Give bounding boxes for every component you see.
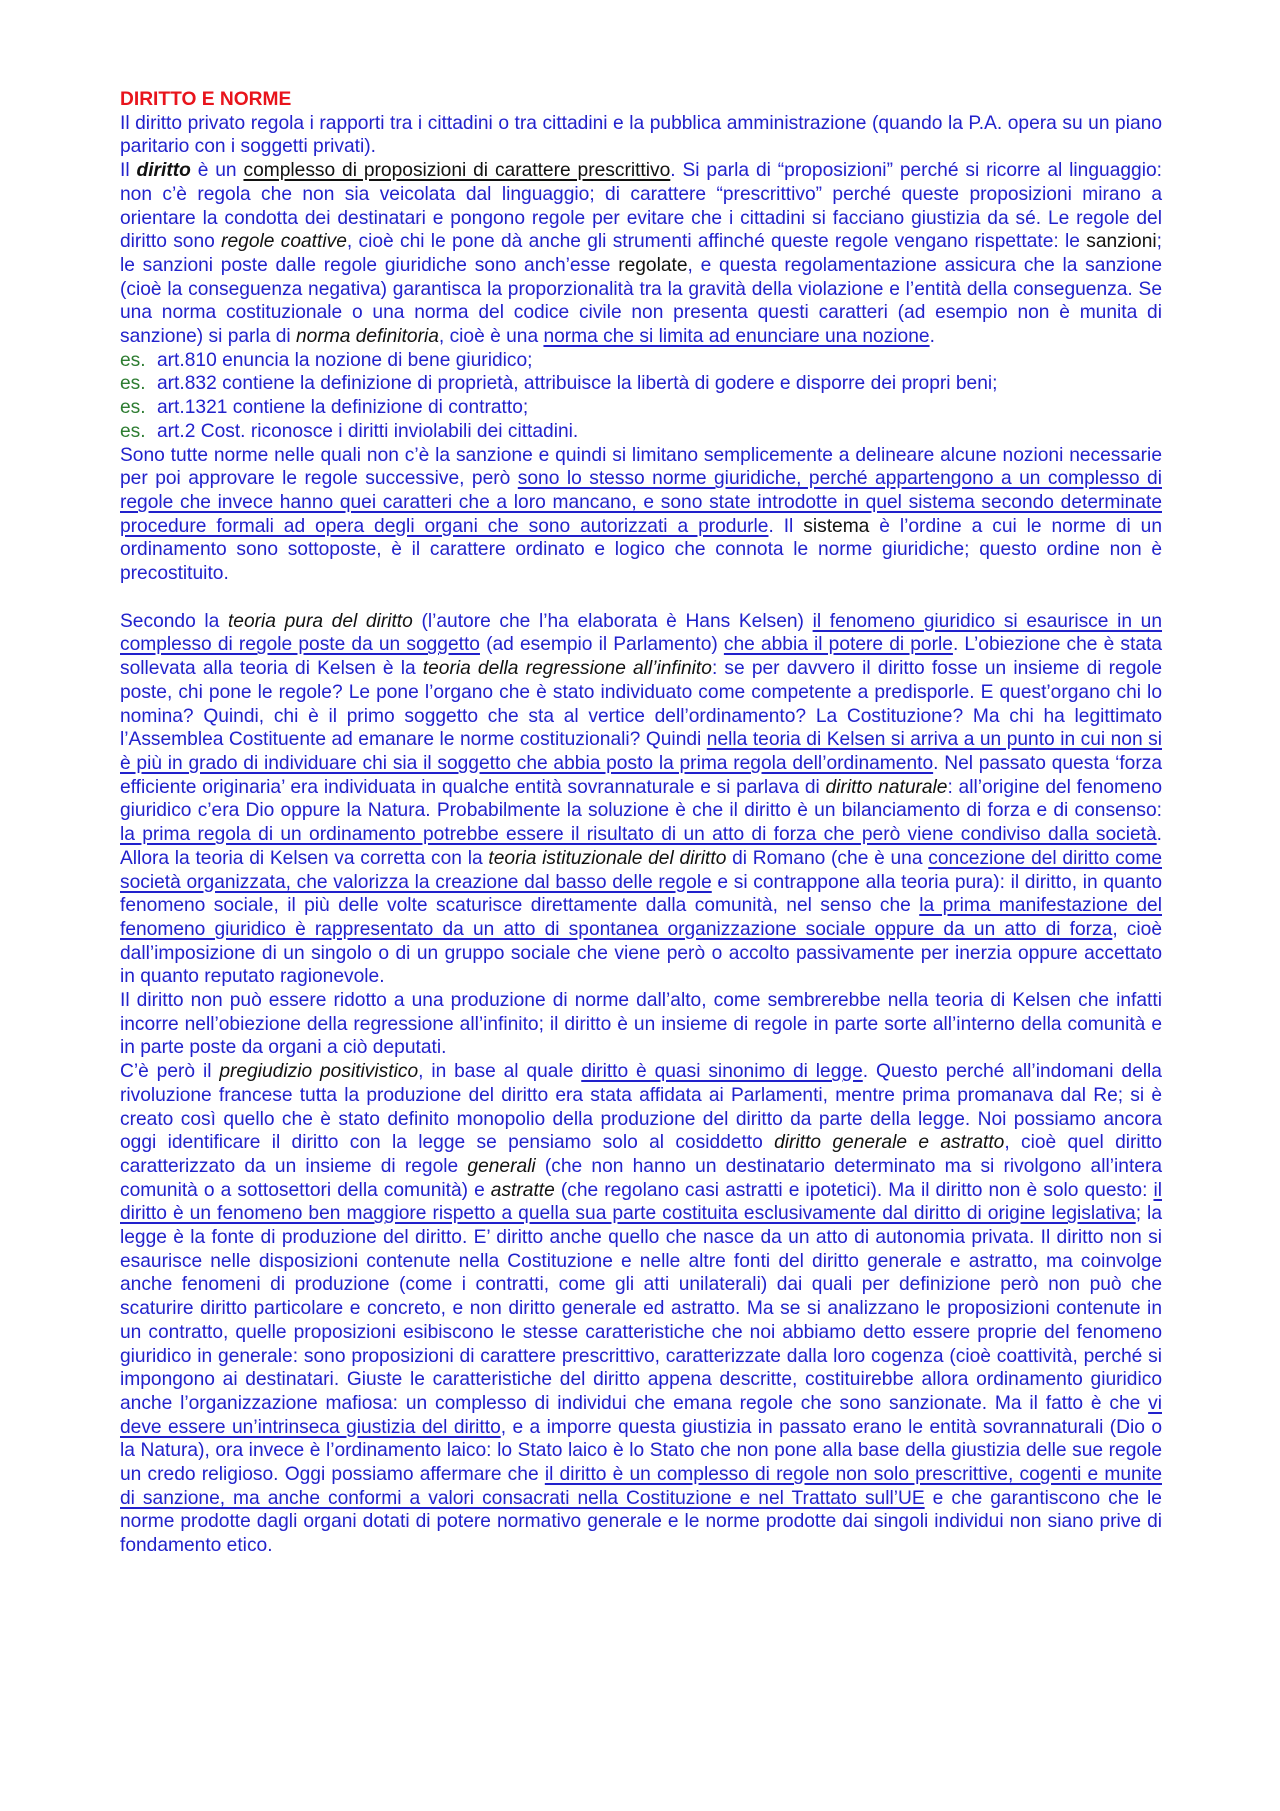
text-run: (ad esempio il Parlamento) (479, 634, 724, 656)
text-run: . Il (768, 515, 804, 537)
paragraph-norme (120, 444, 1162, 586)
text-run: (che non hanno un destinatario determinato ma si rivolgono all’intera comunità o a sottosettori della comunità) e (120, 1155, 1163, 1201)
text-run: Secondo la (120, 610, 228, 632)
example-text: art.2 Cost. riconosce i diritti inviolabili dei cittadini. (157, 420, 579, 442)
text-run: . L’obiezione che è stata sollevata alla teoria di Kelsen è la (120, 634, 1162, 680)
underlined-fenomeno: il fenomeno giuridico si esaurisce in un complesso di regole poste da un soggetto (120, 610, 1163, 656)
examples-list (120, 349, 1162, 444)
underlined-norma-nozione: norma che si limita ad enunciare una nozione (543, 326, 930, 348)
example-text: art.1321 contiene la definizione di contratto; (157, 397, 529, 419)
example-text: art.810 enuncia la nozione di bene giuridico; (157, 349, 533, 371)
text-run: , in base al quale (418, 1061, 582, 1083)
underlined-kelsen: nella teoria di Kelsen si arriva a un punto in cui non si è più in grado di individuare chi sia il soggetto che abbia posto la prima regola dell’ordinamento (120, 729, 1162, 774)
term-astratte: astratte (490, 1179, 555, 1201)
text-run: (che regolano casi astratti e ipotetici). Ma il diritto non è solo questo: (554, 1179, 1154, 1201)
text-run: è un (190, 160, 244, 182)
text-run: (l’autore che l’ha elaborata è Hans Kelsen) (412, 610, 813, 632)
term-generali: generali (467, 1155, 536, 1177)
example-text: art.832 contiene la definizione di proprietà, attribuisce la libertà di godere e disporre dei propri beni; (157, 373, 998, 395)
underlined-fenomeno-maggiore: il diritto è un fenomeno ben maggiore rispetto a quella sua parte costituita esclusivamente dal diritto di origine legislativa (120, 1179, 1162, 1225)
text-run: di Romano (che è una (726, 847, 929, 869)
underlined-concezione: concezione del diritto come società organizzata, che valorizza la creazione dal basso delle regole (120, 847, 1162, 893)
example-item (120, 372, 1162, 396)
text-run: : se per davvero il diritto fosse un insieme di regole poste, chi pone le regole? Le pone l’organo che è stato individuato come competente a predisporle. E quest’organo chi lo nomina? Quindi, chi è il primo soggetto che sta al vertice dell’ordinamento? La Costituzione? Ma chi ha legittimato l’Assemblea Costituente ad emanare le norme costituzionali? Quindi (120, 658, 1162, 751)
example-tag: es. (120, 397, 146, 419)
paragraph-intro: Il diritto privato regola i rapporti tra i cittadini o tra cittadini e la pubblica amministrazione (quando la P.A. opera su un piano paritario con i soggetti privati). (120, 112, 1162, 158)
example-tag: es. (120, 349, 146, 371)
underlined-sinonimo-legge: diritto è quasi sinonimo di legge (581, 1061, 863, 1083)
underlined-valori: il diritto è un complesso di regole non solo prescrittive, cogenti e munite di sanzione, ma anche conformi a valori consacrati nella Costituzione e nel Trattato sull’UE (120, 1464, 1162, 1509)
text-run: . Si parla di “proposizioni” perché si ricorre al linguaggio: non c’è regola che non sia veicolata dal linguaggio; di carattere “prescrittivo” perché queste proposizioni mirano a orientare la condotta dei destinatari e pongono regole per evitare che i cittadini si facciano giustizia da sé. Le regole del diritto sono (120, 160, 1162, 253)
text-run: . (929, 326, 935, 348)
underlined-definition: complesso di proposizioni di carattere prescrittivo (243, 160, 671, 182)
underlined-prima-regola: la prima regola di un ordinamento potrebbe essere il risultato di un atto di forza che però viene condiviso dalla società (120, 824, 1157, 846)
term-sistema: sistema (803, 515, 870, 537)
document-page (120, 88, 1162, 1558)
text-run: C’è però il (120, 1061, 220, 1083)
text-run: . Allora la teoria di Kelsen va corretta con la (120, 824, 1162, 869)
example-item (120, 420, 1162, 444)
text-run: , cioè dall’imposizione di un singolo o di un gruppo sociale che viene però o accolto passivamente per inerzia oppure accettato in quanto reputato ragionevole. (120, 918, 1162, 988)
example-tag: es. (120, 420, 146, 442)
term-diritto: diritto (136, 160, 191, 182)
underlined-potere: che abbia il potere di porle (723, 634, 953, 656)
text-run: , cioè quel diritto caratterizzato da un insieme di regole (120, 1132, 1162, 1177)
text-run: , e a imporre questa giustizia in passato erano le entità sovrannaturali (Dio o la Natura), ora invece è l’ordinamento laico: lo Stato laico è lo Stato che non pone alla base della giustizia delle sue regole un credo religioso. Oggi possiamo affermare che (120, 1416, 1162, 1486)
term-regressione: teoria della regressione all’infinito (422, 658, 712, 680)
text-run: , cioè chi le pone dà anche gli strumenti affinché queste regole vengano rispettate: le (346, 231, 1087, 253)
example-tag: es. (120, 373, 146, 395)
text-run: e si contrappone alla teoria pura): il diritto, in quanto fenomeno sociale, il più delle volte scaturisce direttamente dalla comunità, nel senso che (120, 871, 1163, 917)
paragraph-kelsen (120, 610, 1162, 989)
underlined-giustizia: vi deve essere un’intrinseca giustizia del diritto (120, 1392, 1162, 1438)
underlined-manifestazione: la prima manifestazione del fenomeno giuridico è rappresentato da un atto di spontanea organizzazione sociale oppure da un atto di forza (120, 895, 1162, 940)
underlined-norme-giuridiche: sono lo stesso norme giuridiche, perché appartengono a un complesso di regole che invece hanno quei caratteri che a loro mancano, e sono state introdotte in quel sistema secondo determinate procedure formali ad opera degli organi che sono autorizzati a produrle (120, 468, 1162, 537)
term-regolate: regolate (618, 254, 688, 276)
document-title: DIRITTO E NORME (120, 89, 292, 110)
text-run: , e questa regolamentazione assicura che la sanzione (cioè la conseguenza negativa) garantisca la proporzionalità tra la gravità della violazione e l’entità della conseguenza. Se una norma costituzionale o una norma del codice civile non presenta questi caratteri (ad esempio non è munita di sanzione) si parla di (120, 254, 1162, 348)
text-run: Sono tutte norme nelle quali non c’è la sanzione e quindi si limitano semplicemente a delineare alcune nozioni necessarie per poi approvare le regole successive, però (120, 444, 1162, 490)
text-run: e che garantiscono che le norme prodotte dagli organi dotati di potere normativo generale e le norme prodotte dai singoli individui non siano prive di fondamento etico. (120, 1487, 1162, 1557)
text-run: . Questo perché all’indomani della rivoluzione francese tutta la produzione del diritto era stata affidata ai Parlamenti, mentre prima promanava dal Re; si è creato così quello che è stato definito monopolio della produzione del diritto da parte della legge. Noi possiamo ancora oggi identificare il diritto con la legge se pensiamo solo al cosiddetto (120, 1061, 1162, 1154)
text-run: , cioè è una (438, 326, 544, 348)
term-teoria-pura: teoria pura del diritto (227, 610, 413, 632)
term-pregiudizio: pregiudizio positivistico (219, 1061, 419, 1083)
text-run: ; le sanzioni poste dalle regole giuridiche sono anch’esse (120, 231, 1162, 276)
text-run: ; la legge è la fonte di produzione del diritto. E’ diritto anche quello che nasce da un atto di autonomia privata. Il diritto non si esaurisce nelle disposizioni contenute nella Costituzione e nelle altre fonti del diritto generale e astratto, ma coinvolge anche fenomeni di produzione (come i contratti, come gli atti unilaterali) dai quali per definizione però non può che scaturire diritto particolare e concreto, e non diritto generale ed astratto. Ma se si analizzano le proposizioni contenute in un contratto, quelle proposizioni esibiscono le stesse caratteristiche che noi abbiamo detto essere proprie del fenomeno giuridico in generale: sono proposizioni di carattere prescrittivo, caratterizzate dalla loro cogenza (cioè coattività, perché si impongono ai destinatari. Giuste le caratteristiche del diritto appena descritte, costituirebbe allora ordinamento giuridico anche l’organizzazione mafiosa: un complesso di individui che emana regole che sono sanzionate. Ma il fatto è che (120, 1203, 1162, 1414)
paragraph-definition (120, 159, 1162, 349)
text-run: Il (120, 160, 137, 182)
term-regole-coattive: regole coattive (221, 231, 347, 253)
term-diritto-naturale: diritto naturale (825, 776, 948, 798)
term-generale-astratto: diritto generale e astratto (774, 1132, 1005, 1154)
example-item (120, 396, 1162, 420)
text-run: è l’ordine a cui le norme di un ordinamento sono sottoposte, è il carattere ordinato e logico che connota le norme giuridiche; questo ordine non è precostituito. (120, 515, 1163, 585)
paragraph-produzione: Il diritto non può essere ridotto a una produzione di norme dall’alto, come sembrerebbe nella teoria di Kelsen che infatti incorre nell’obiezione della regressione all’infinito; il diritto è un insieme di regole in parte sorte all’interno della comunità e in parte poste da organi a ciò deputati. (120, 990, 1162, 1059)
term-norma-definitoria: norma definitoria (295, 326, 439, 348)
term-sanzioni: sanzioni (1086, 231, 1157, 253)
text-run: : all’origine del fenomeno giuridico c’era Dio oppure la Natura. Probabilmente la soluzione è che il diritto è un bilanciamento di forza e di consenso: (120, 776, 1162, 822)
paragraph-positivismo (120, 1060, 1162, 1558)
term-teoria-istituzionale: teoria istituzionale del diritto (488, 847, 727, 869)
text-run: . Nel passato questa ‘forza efficiente originaria’ era individuata in qualche entità sovrannaturale e si parlava di (120, 752, 1162, 798)
example-item (120, 349, 1162, 373)
paragraph-gap (120, 586, 1162, 610)
